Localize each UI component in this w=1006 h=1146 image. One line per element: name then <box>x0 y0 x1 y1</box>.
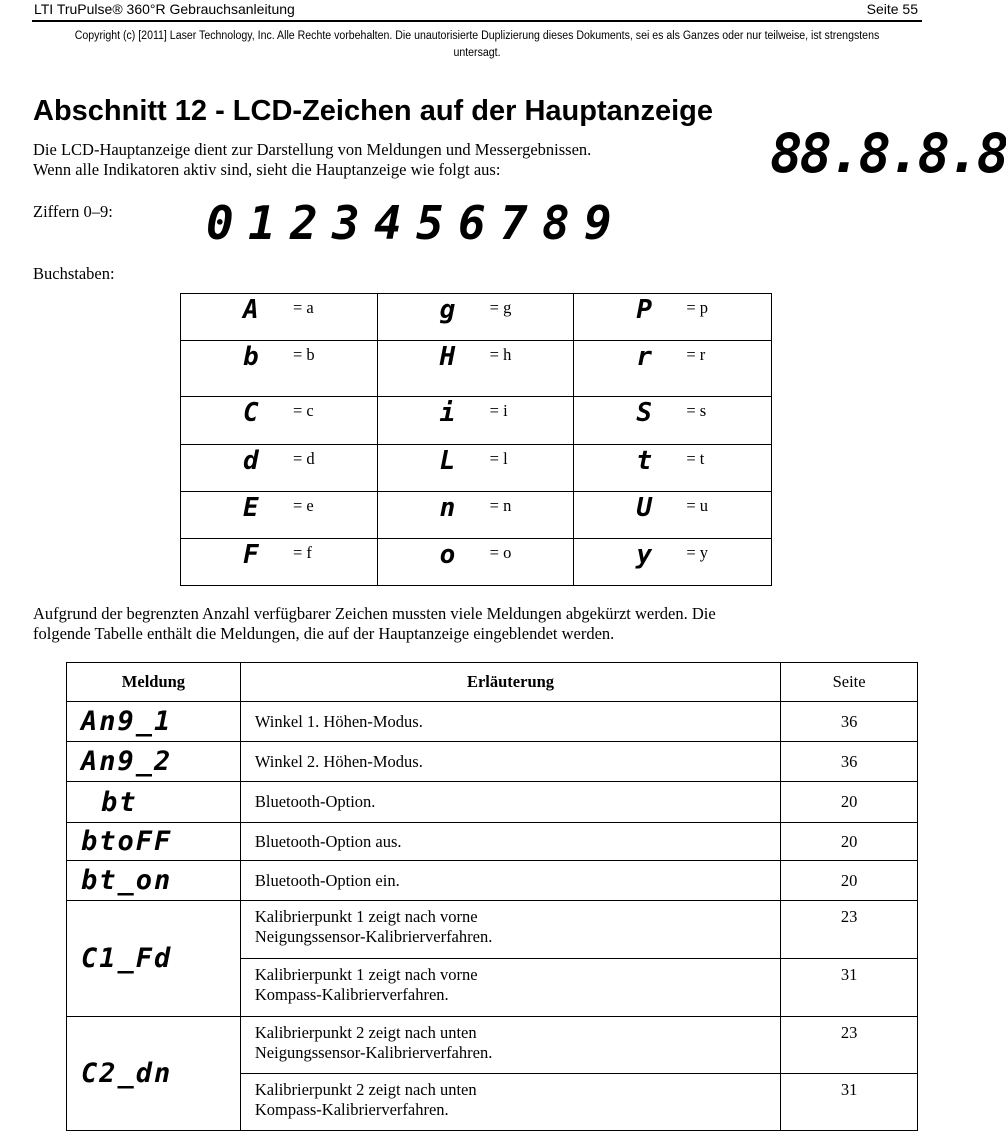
lcd-letter: C <box>243 398 259 428</box>
lcd-message: C1_Fd <box>81 943 173 974</box>
letter-meaning: = u <box>686 496 708 515</box>
col-header-page: Seite <box>781 663 918 702</box>
letters-row <box>181 397 772 445</box>
message-page: 36 <box>840 711 858 731</box>
message-page: 31 <box>840 1080 858 1099</box>
table-row <box>67 823 918 861</box>
table-row <box>67 782 918 823</box>
lcd-message: C2_dn <box>81 1058 173 1089</box>
explanation-line: Kalibrierpunkt 2 zeigt nach unten <box>254 1080 477 1099</box>
message-explanation: Winkel 1. Höhen-Modus. <box>254 711 423 731</box>
col-header-explanation: Erläuterung <box>240 663 780 702</box>
lcd-letter: H <box>439 342 456 372</box>
table-row <box>67 702 918 742</box>
explanation-line: Kalibrierpunkt 1 zeigt nach vorne <box>254 907 478 926</box>
letter-meaning: = h <box>489 345 512 364</box>
letter-meaning: = y <box>686 543 708 562</box>
lcd-letter: P <box>636 295 652 325</box>
lcd-message: An9_1 <box>81 706 173 737</box>
letters-row <box>181 539 772 586</box>
lcd-letter: y <box>636 540 652 570</box>
lcd-all-segments: 88.8.8.8 <box>770 122 1006 185</box>
letters-row <box>181 445 772 492</box>
letter-meaning: = n <box>489 496 512 515</box>
lcd-digit: 9 <box>584 196 612 250</box>
lcd-letter: E <box>243 493 259 523</box>
lcd-letter: A <box>243 295 259 325</box>
lcd-digit: 2 <box>290 196 318 250</box>
letters-row <box>181 294 772 341</box>
letter-meaning: = p <box>686 298 708 317</box>
messages-intro-line-2: folgende Tabelle enthält die Meldungen, die auf der Hauptanzeige eingeblendet werden. <box>33 624 615 643</box>
message-page: 31 <box>840 965 858 984</box>
message-explanation: Winkel 2. Höhen-Modus. <box>254 751 423 771</box>
explanation-line: Neigungssensor-Kalibrierverfahren. <box>254 927 493 946</box>
letter-meaning: = s <box>686 401 707 420</box>
explanation-line: Kompass-Kalibrierverfahren. <box>254 985 449 1004</box>
table-row <box>67 861 918 901</box>
lcd-letter: d <box>243 446 259 476</box>
lcd-message: An9_2 <box>81 746 173 777</box>
explanation-line: Kompass-Kalibrierverfahren. <box>254 1100 449 1119</box>
intro-line-1: Die LCD-Hauptanzeige dient zur Darstellung von Meldungen und Messergebnissen. <box>33 140 592 159</box>
table-row <box>67 1017 918 1074</box>
messages-table <box>66 662 918 1131</box>
letter-meaning: = r <box>686 345 706 364</box>
message-page: 20 <box>840 870 858 890</box>
lcd-letter: i <box>439 398 456 428</box>
letter-meaning: = g <box>489 298 512 317</box>
lcd-digit: 3 <box>332 196 360 250</box>
lcd-digit: 6 <box>458 196 486 250</box>
table-row <box>67 742 918 782</box>
letter-meaning: = a <box>293 298 314 317</box>
message-explanation: Bluetooth-Option aus. <box>254 831 402 851</box>
letters-row <box>181 341 772 397</box>
letters-table <box>180 293 772 586</box>
letter-meaning: = c <box>293 401 314 420</box>
message-page: 23 <box>840 907 858 926</box>
copyright-notice: Copyright (c) [2011] Laser Technology, Inc. Alle Rechte vorbehalten. Die unautorisierte Duplizierung dieses Dokuments, sei es als Ganzes oder nur teilweise, ist strengstens untersagt. <box>74 30 880 59</box>
message-explanation: Bluetooth-Option. <box>254 792 376 811</box>
lcd-digit: 7 <box>500 196 528 250</box>
page-number: Seite 55 <box>866 1 918 17</box>
explanation-line: Kalibrierpunkt 2 zeigt nach unten <box>254 1023 477 1042</box>
document-title: LTI TruPulse® 360°R Gebrauchsanleitung <box>34 1 295 17</box>
lcd-digit: 5 <box>416 196 444 250</box>
letter-meaning: = f <box>293 543 312 562</box>
letter-meaning: = e <box>293 496 314 515</box>
lcd-letter: U <box>636 493 652 523</box>
lcd-letter: g <box>439 295 456 325</box>
digits-label: Ziffern 0–9: <box>33 202 113 221</box>
table-row <box>67 901 918 959</box>
digit-row <box>206 196 616 248</box>
lcd-letter: n <box>439 493 456 523</box>
letter-meaning: = d <box>293 449 315 468</box>
lcd-letter: L <box>439 446 456 476</box>
letter-meaning: = b <box>293 345 315 364</box>
section-heading: Abschnitt 12 - LCD-Zeichen auf der Hauptanzeige <box>33 95 713 127</box>
letter-meaning: = t <box>686 449 705 468</box>
lcd-message: btoFF <box>81 826 173 857</box>
lcd-letter: b <box>243 342 259 372</box>
lcd-message: bt_on <box>81 865 173 896</box>
lcd-letter: S <box>636 398 652 428</box>
message-page: 23 <box>840 1023 858 1042</box>
message-page: 20 <box>840 792 858 811</box>
lcd-letter: o <box>439 540 456 570</box>
lcd-digit: 1 <box>248 196 276 250</box>
message-page: 36 <box>840 751 858 771</box>
intro-line-2: Wenn alle Indikatoren aktiv sind, sieht die Hauptanzeige wie folgt aus: <box>33 160 501 179</box>
col-header-message: Meldung <box>67 663 241 702</box>
lcd-message: bt <box>101 786 138 818</box>
letters-label: Buchstaben: <box>33 264 115 283</box>
lcd-letter: F <box>243 540 259 570</box>
lcd-letter: r <box>636 342 652 372</box>
lcd-digit: 4 <box>374 196 402 250</box>
explanation-line: Kalibrierpunkt 1 zeigt nach vorne <box>254 965 478 984</box>
header-rule <box>32 20 922 22</box>
lcd-digit: 0 <box>206 196 234 250</box>
messages-header-row <box>67 663 918 702</box>
letter-meaning: = i <box>489 401 508 420</box>
message-explanation: Bluetooth-Option ein. <box>254 870 400 890</box>
explanation-line: Neigungssensor-Kalibrierverfahren. <box>254 1043 493 1062</box>
lcd-letter: t <box>636 446 652 476</box>
messages-intro-line-1: Aufgrund der begrenzten Anzahl verfügbarer Zeichen mussten viele Meldungen abgekürzt werden. Die <box>33 604 716 623</box>
letters-row <box>181 492 772 539</box>
message-page: 20 <box>840 831 858 851</box>
letter-meaning: = l <box>489 449 508 468</box>
letter-meaning: = o <box>489 543 512 562</box>
lcd-digit: 8 <box>542 196 570 250</box>
